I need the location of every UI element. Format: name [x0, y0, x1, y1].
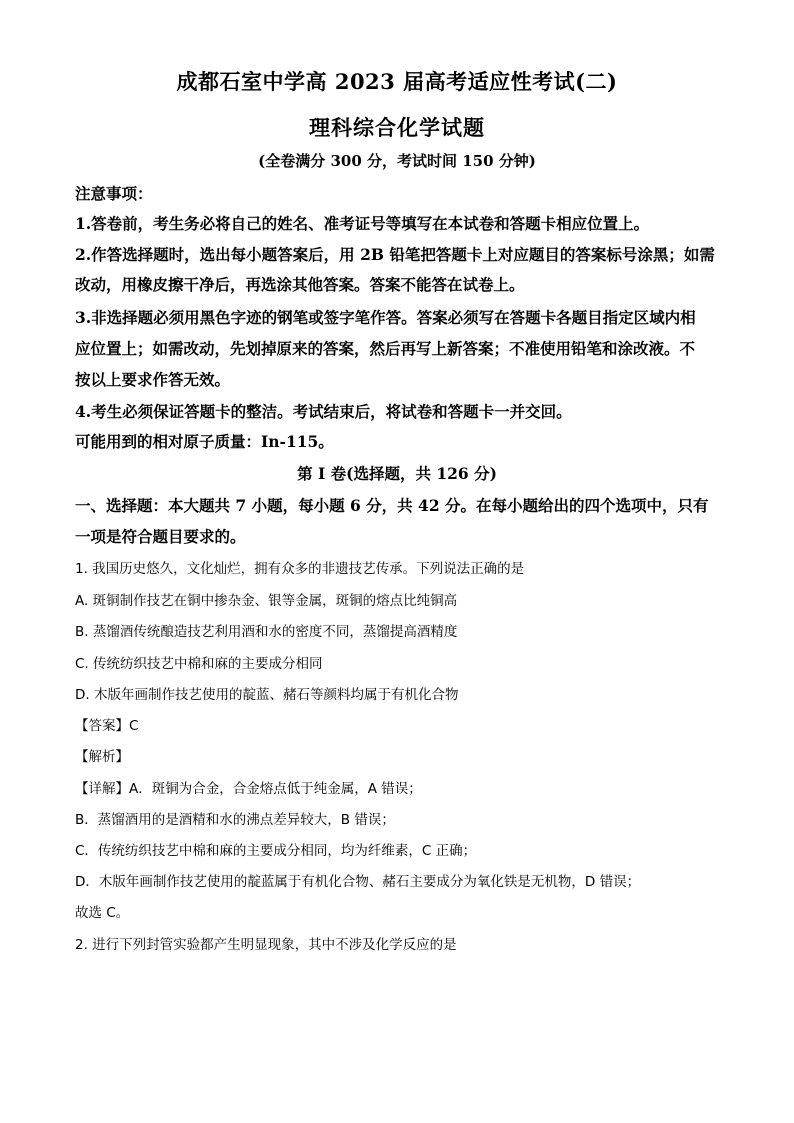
answer-label: 【答案】	[75, 718, 129, 734]
detail-line: 【详解】A．斑铜为合金，合金熔点低于纯金属，A 错误；	[75, 781, 422, 797]
notice-line: 改动，用橡皮擦干净后，再选涂其他答案。答案不能答在试卷上。	[75, 275, 525, 294]
exam-title: 成都石室中学高 2023 届高考适应性考试(二)	[176, 69, 618, 94]
notice-line: 4.考生必须保证答题卡的整洁。考试结束后，将试卷和答题卡一并交回。	[75, 402, 572, 421]
detail-line: C．传统纺织技艺中棉和麻的主要成分相同，均为纤维素，C 正确；	[75, 843, 477, 859]
notice-line: 3.非选择题必须用黑色字迹的钢笔或签字笔作答。答案必须写在答题卡各题目指定区域内相	[75, 308, 696, 327]
notice-line: 1.答卷前，考生务必将自己的姓名、准考证号等填写在本试卷和答题卡相应位置上。	[75, 214, 650, 233]
answer-value: C	[129, 718, 139, 734]
question-1-option-a: A. 斑铜制作技艺在铜中掺杂金、银等金属，斑铜的熔点比纯铜高	[75, 593, 458, 609]
question-1-option-b: B. 蒸馏酒传统酿造技艺利用酒和水的密度不同，蒸馏提高酒精度	[75, 624, 458, 640]
section-title: 第 I 卷(选择题，共 126 分)	[297, 464, 497, 483]
exam-meta: (全卷满分 300 分，考试时间 150 分钟)	[258, 152, 536, 170]
section-instruction: 一项是符合题目要求的。	[75, 527, 246, 546]
notice-line: 按以上要求作答无效。	[75, 370, 231, 389]
detail-line: B．蒸馏酒用的是酒精和水的沸点差异较大，B 错误；	[75, 812, 395, 828]
section-instruction: 一、选择题：本大题共 7 小题，每小题 6 分，共 42 分。在每小题给出的四个选项中，只有	[75, 496, 709, 515]
notice-line: 应位置上；如需改动，先划掉原来的答案，然后再写上新答案；不准使用铅笔和涂改液。不	[75, 339, 696, 358]
notice-line: 2.作答选择题时，选出每小题答案后，用 2B 铅笔把答题卡上对应题目的答案标号涂黑；如需	[75, 245, 715, 264]
detail-line: 故选 C。	[75, 905, 130, 921]
analysis-label: 【解析】	[75, 749, 129, 765]
notice-line: 可能用到的相对原子质量：In-115。	[75, 432, 334, 451]
question-1-option-c: C. 传统纺织技艺中棉和麻的主要成分相同	[75, 656, 323, 672]
notice-heading: 注意事项：	[75, 184, 153, 203]
question-1-stem: 1. 我国历史悠久，文化灿烂，拥有众多的非遗技艺传承。下列说法正确的是	[75, 561, 525, 577]
question-1-option-d: D. 木版年画制作技艺使用的靛蓝、赭石等颜料均属于有机化合物	[75, 687, 459, 703]
detail-line: D．木版年画制作技艺使用的靛蓝属于有机化合物、赭石主要成分为氧化铁是无机物，D 错误；	[75, 874, 641, 890]
answer-row	[75, 714, 725, 734]
exam-subtitle: 理科综合化学试题	[309, 115, 485, 140]
question-2-stem: 2. 进行下列封管实验都产生明显现象，其中不涉及化学反应的是	[75, 937, 457, 953]
